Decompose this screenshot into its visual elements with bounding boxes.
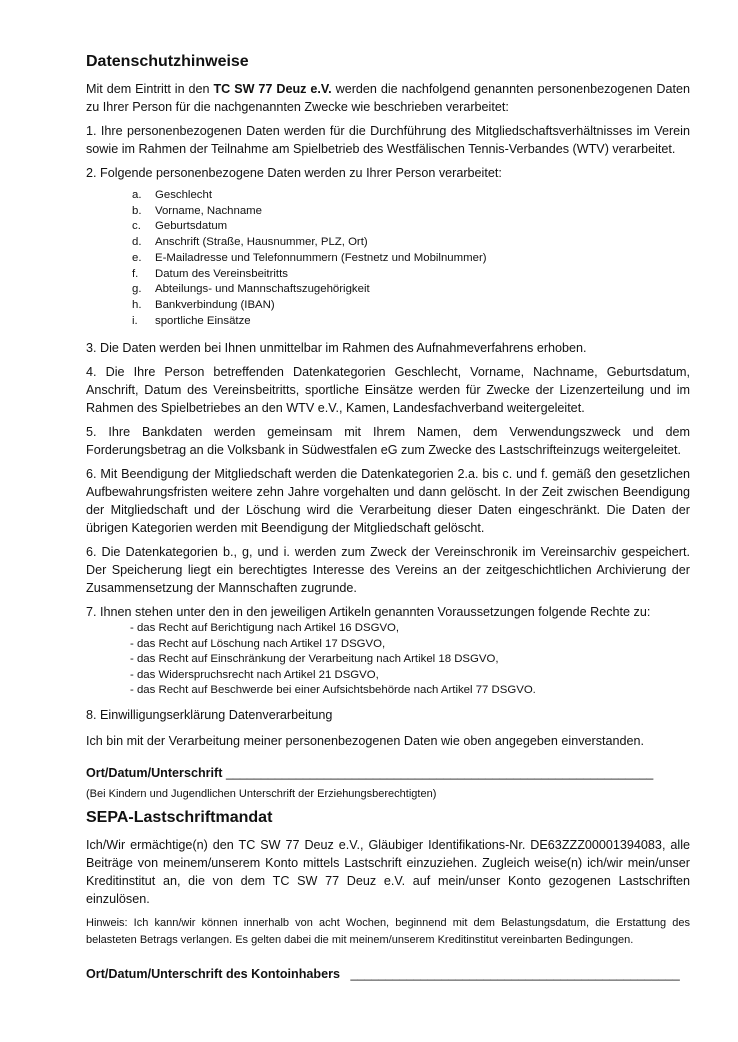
list-marker: d. — [132, 236, 142, 249]
list-marker: a. — [132, 189, 142, 201]
list-item-text: Anschrift (Straße, Hausnummer, PLZ, Ort) — [155, 236, 368, 249]
paragraph-3: 3. Die Daten werden bei Ihnen unmittelbar im Rahmen des Aufnahmeverfahrens erhoben. — [86, 341, 587, 356]
paragraph-7: 7. Ihnen stehen unter den in den jeweiligen Artikeln genannten Voraussetzungen folgende Rechte zu: — [86, 605, 651, 620]
paragraph-5: 5. Ihre Bankdaten werden gemeinsam mit Ihrem Namen, dem Verwendungszweck und dem Forderungsbetrag an die Volksbank in Südwestfalen eG zum Zwecke des Lastschrifteinzugs weitergeleitet. — [86, 425, 690, 458]
document-page — [86, 52, 690, 983]
list-item-text: Datum des Vereinsbeitritts — [155, 267, 288, 280]
list-item-text: Abteilungs- und Mannschaftszugehörigkeit — [155, 283, 370, 296]
list-marker: g. — [132, 283, 142, 296]
paragraph-2: 2. Folgende personenbezogene Daten werden zu Ihrer Person verarbeitet: — [86, 166, 502, 180]
signature-label: Ort/Datum/Unterschrift — [86, 766, 223, 781]
list-item-text: Geschlecht — [155, 189, 212, 201]
list-item-text: Vorname, Nachname — [155, 204, 263, 217]
intro-post: werden die nachfolgend genannten personenbezogenen Daten zu Ihrer Person für die nachgenannten Zwecke wie beschrieben verarbeitet: — [86, 82, 690, 114]
paragraph-4: 4. Die Ihre Person betreffenden Datenkategorien Geschlecht, Vorname, Nachname, Geburtsdatum, Anschrift, Datum des Vereinsbeitritts, sportliche Einsätze werden für Zwecke der Lizenzerteilung und im Rahmen des Spielbetriebes an den WTV e.V., Kamen, Landesfachverband weitergeleitet. — [86, 365, 690, 416]
list-item: - das Recht auf Einschränkung der Verarbeitung nach Artikel 18 DSGVO, — [130, 653, 499, 666]
list-item — [132, 267, 690, 283]
signature-field[interactable] — [86, 764, 690, 782]
list-item — [132, 188, 690, 204]
list-item — [132, 219, 690, 235]
sepa-hint: Hinweis: Ich kann/wir können innerhalb von acht Wochen, beginnend mit dem Belastungsdatum, die Erstattung des belasteten Betrags verlangen. Es gelten dabei die mit meinem/unserem Kreditinstitut vereinbarten Bedingungen. — [86, 917, 690, 947]
list-item — [132, 282, 690, 298]
paragraph-6a: 6. Mit Beendigung der Mitgliedschaft werden die Datenkategorien 2.a. bis c. und f. gemäß den gesetzlichen Aufbewahrungsfristen weitere zehn Jahre vorgehalten und dann gelöscht. In der Zeit zwischen Beendigung der Mitgliedschaft und der Löschung wird die Verarbeitung dieser Daten eingeschränkt. Die Daten der übrigen Kategorien werden mit Beendigung der Mitgliedschaft gelöscht. — [86, 467, 690, 536]
list-item-text: Geburtsdatum — [155, 220, 228, 233]
signature-line[interactable]: _______________________________________________ — [350, 967, 680, 982]
list-marker: h. — [132, 298, 142, 311]
list-item-text: sportliche Einsätze — [155, 314, 251, 327]
paragraph-6b: 6. Die Datenkategorien b., g, und i. werden zum Zweck der Vereinschronik im Vereinsarchiv gespeichert. Der Speicherung liegt ein berechtigtes Interesse des Vereins an der zeitgeschichtlichen Archivierung der Zusammensetzung der Mannschaften zugrunde. — [86, 545, 690, 596]
privacy-intro — [86, 80, 690, 116]
guardian-note: (Bei Kindern und Jugendlichen Unterschrift der Erziehungsberechtigten) — [86, 788, 437, 801]
intro-pre: Mit dem Eintritt in den — [86, 82, 214, 96]
list-item — [132, 235, 690, 251]
signature-line[interactable]: _____________________________________________________________ — [225, 766, 654, 781]
list-item: - das Widerspruchsrecht nach Artikel 21 DSGVO, — [130, 668, 379, 681]
list-item — [132, 204, 690, 220]
list-marker: b. — [132, 204, 142, 217]
list-item: - das Recht auf Berichtigung nach Artikel 16 DSGVO, — [130, 622, 400, 635]
consent-statement: Ich bin mit der Verarbeitung meiner personenbezogenen Daten wie oben angegeben einverstanden. — [86, 734, 645, 749]
data-category-list — [86, 188, 690, 329]
list-item-text: Bankverbindung (IBAN) — [155, 298, 275, 311]
account-holder-signature-field[interactable] — [86, 965, 690, 983]
list-item-text: E-Mailadresse und Telefonnummern (Festnetz und Mobilnummer) — [155, 251, 487, 264]
paragraph-1: 1. Ihre personenbezogenen Daten werden für die Durchführung des Mitgliedschaftsverhältnisses im Verein sowie im Rahmen der Teilnahme am Spielbetrieb des Westfälischen Tennis-Verbandes (WTV) verarbeitet. — [86, 124, 690, 156]
privacy-title: Datenschutzhinweise — [86, 53, 249, 70]
sepa-mandate-text: Ich/Wir ermächtige(n) den TC SW 77 Deuz e.V., Gläubiger Identifikations-Nr. DE63ZZZ00001394083, alle Beiträge von meinem/unserem Konto mittels Lastschrift einzuziehen. Zugleich weise(n) ich/wir mein/unser Kreditinstitut an, die von dem TC SW 77 Deuz e.V. auf mein/unser Konto gezogenen Lastschriften einzulösen. — [86, 838, 690, 907]
rights-list — [86, 621, 690, 698]
list-item — [132, 314, 690, 330]
list-item — [132, 251, 690, 267]
list-marker: f. — [132, 267, 139, 280]
list-item: - das Recht auf Beschwerde bei einer Aufsichtsbehörde nach Artikel 77 DSGVO. — [130, 683, 536, 696]
list-marker: c. — [132, 220, 141, 233]
list-item — [132, 298, 690, 314]
list-marker: i. — [132, 314, 138, 327]
signature-label: Ort/Datum/Unterschrift des Kontoinhabers — [86, 967, 341, 982]
sepa-title: SEPA-Lastschriftmandat — [86, 809, 273, 827]
list-marker: e. — [132, 251, 142, 264]
list-item: - das Recht auf Löschung nach Artikel 17 DSGVO, — [130, 637, 386, 650]
club-name: TC SW 77 Deuz e.V. — [213, 82, 332, 96]
paragraph-8: 8. Einwilligungserklärung Datenverarbeitung — [86, 708, 333, 723]
